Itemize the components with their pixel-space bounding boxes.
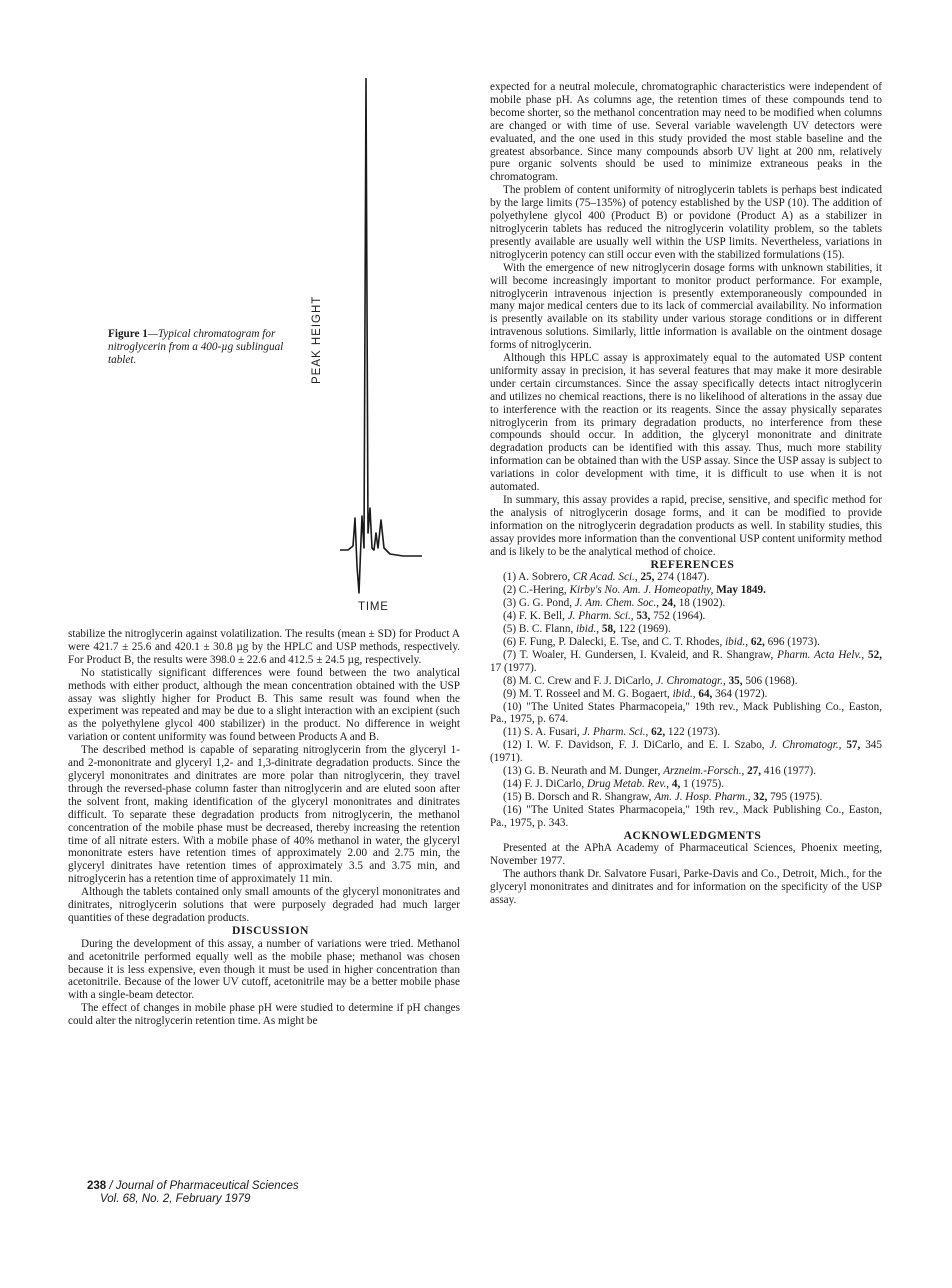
reference-item: (2) C.-Hering, Kirby's No. Am. J. Homeopathy, May 1849.	[503, 584, 766, 597]
reference-item: (8) M. C. Crew and F. J. DiCarlo, J. Chromatogr., 35, 506 (1968).	[503, 674, 798, 687]
reference-item: (6) F. Fung, P. Dalecki, E. Tse, and C. T. Rhodes, ibid., 62, 696 (1973).	[503, 635, 820, 648]
reference-item: (15) B. Dorsch and R. Shangraw, Am. J. Hosp. Pharm., 32, 795 (1975).	[503, 790, 823, 803]
body-paragraph: With the emergence of new nitroglycerin dosage forms with unknown stabilities, it will become increasingly important to monitor product performance. For example, nitroglycerin intravenous injection is presently extemporaneously compounded in many major medical centers due to its lack of commercial availability. No information is presently available on its stability under various storage conditions or in different intravenous solutions. Similarly, little information is available on the ointment dosage forms of nitroglycerin.	[490, 261, 882, 352]
reference-item: (14) F. J. DiCarlo, Drug Metab. Rev., 4, 1 (1975).	[503, 777, 725, 790]
reference-item: (12) I. W. F. Davidson, F. J. DiCarlo, and E. I. Szabo, J. Chromatogr., 57, 345 (1971).	[490, 739, 882, 765]
body-paragraph: In summary, this assay provides a rapid, precise, sensitive, and specific method for the analysis of nitroglycerin dosage forms, and it can be modified to provide information on the nitroglycerin degradation products as well. In stability studies, this assay provides more information than the conventional USP content uniformity method and is likely to be the analytical method of choice.	[490, 494, 882, 558]
footer-journal-line	[87, 1180, 299, 1193]
chromatogram-trace	[340, 78, 422, 593]
body-paragraph: The effect of changes in mobile phase pH were studied to determine if pH changes could alter the nitroglycerin retention time. As might be	[68, 1002, 460, 1028]
body-paragraph: The described method is capable of separating nitroglycerin from the glyceryl 1- and 2-mononitrate and glyceryl 1,2- and 1,3-dinitrate degradation products. Since the glyceryl mononitrates and dinitrates are more polar than nitroglycerin, they travel through the reversed-phase column faster than nitroglycerin and are eluted soon after the solvent front, making identification of the glyceryl mononitrates and dinitrates difficult. To separate these degradation products from nitroglycerin, the methanol concentration of the mobile phase must be decreased, thereby increasing the retention time of all nitrate esters. With a mobile phase of 40% methanol in water, the glyceryl mononitrate esters have retention times of approximately 2.00 and 2.75 min, the glyceryl dinitrates have retention times of approximately 3.5 and 3.75 min, and nitroglycerin has a retention time of approximately 11 min.	[68, 744, 460, 886]
references-list	[490, 571, 882, 829]
reference-item: (3) G. G. Pond, J. Am. Chem. Soc., 24, 18 (1902).	[503, 597, 726, 610]
figure-caption-text: —Typical chromatogram for nitroglycerin from a 400-µg sublingual tablet.	[108, 328, 284, 366]
reference-item: (9) M. T. Rosseel and M. G. Bogaert, ibid., 64, 364 (1972).	[503, 687, 768, 700]
body-paragraph: stabilize the nitroglycerin against volatilization. The results (mean ± SD) for Product A were 421.7 ± 25.6 and 420.1 ± 30.8 µg by the HPLC and USP methods, respectively. For Product B, the results were 398.0 ± 22.6 and 412.5 ± 24.5 µg, respectively.	[68, 628, 460, 666]
page-footer	[87, 1180, 299, 1206]
reference-item: (11) S. A. Fusari, J. Pharm. Sci., 62, 122 (1973).	[503, 726, 721, 739]
body-paragraph: During the development of this assay, a number of variations were tried. Methanol and acetonitrile performed equally well as the mobile phase; methanol was chosen because it is less expensive, even though it must be used in higher concentration than acetonitrile. Because of the lower UV cutoff, acetonitrile may be a better mobile phase with a single-beam detector.	[68, 937, 460, 1002]
journal-name: / Journal of Pharmaceutical Sciences	[106, 1180, 299, 1192]
left-column	[68, 628, 460, 1028]
body-paragraph: Although the tablets contained only small amounts of the glyceryl mononitrates and dinitrates, nitroglycerin solutions that were purposely degraded had much larger quantities of these degradation products.	[68, 886, 460, 924]
references-heading: REFERENCES	[650, 557, 735, 571]
body-paragraph: No statistically significant differences were found between the two analytical methods with either product, although the mean concentration obtained with the USP assay was slightly higher for Product B. This same result was found when the experiment was repeated and may be due to a slight interaction with an excipient (such as the polyethylene glycol 400 stabilizer) in the product. No difference in weight variation or content uniformity was found between Products A and B.	[68, 666, 460, 744]
body-paragraph: Although this HPLC assay is approximately equal to the automated USP content uniformity assay in precision, it has several features that may make it more desirable under certain circumstances. Since the assay specifically detects intact nitroglycerin and utilizes no chemical reactions, there is no likelihood of alterations in the assay due to interference with the reaction or its reagents. Since the assay physically separates nitroglycerin from its primary degradation products, no interference from these compounds should occur. In addition, the glyceryl mononitrate and dinitrate degradation products can be identified with this assay. Thus, much more stability information can be obtained than with the USP assay. Since the USP assay is subject to variations in color development with time, it is difficult to use when it is not automated.	[490, 352, 882, 494]
body-paragraph: expected for a neutral molecule, chromatographic characteristics were independent of mobile phase pH. As columns age, the retention times of these compounds tend to become shorter, so the methanol concentration may need to be modified when columns are changed or with time of use. Several variable wavelength UV detectors were evaluated, and the one used in this study provided the most stable baseline and the greatest absorbance. Since many compounds absorb UV light at 200 nm, relatively pure organic solvents should be used to minimize extraneous peaks in the chromatogram.	[490, 81, 882, 184]
x-axis-label: TIME	[358, 601, 389, 613]
right-column	[490, 81, 882, 907]
acknowledgment-paragraph: The authors thank Dr. Salvatore Fusari, Parke-Davis and Co., Detroit, Mich., for the glyceryl mononitrates and dinitrates and for information on the specificity of the USP assay.	[490, 868, 882, 907]
reference-item: (1) A. Sobrero, CR Acad. Sci., 25, 274 (1847).	[503, 571, 710, 584]
discussion-heading: DISCUSSION	[232, 923, 309, 937]
y-axis-label-text: PEAK HEIGHT	[311, 295, 323, 384]
reference-item: (10) "The United States Pharmacopeia," 19th rev., Mack Publishing Co., Easton, Pa., 1975, p. 674.	[490, 700, 882, 726]
reference-item: (13) G. B. Neurath and M. Dunger, Arzneim.-Forsch., 27, 416 (1977).	[503, 765, 817, 778]
body-paragraph: The problem of content uniformity of nitroglycerin tablets is perhaps best indicated by the large limits (75–135%) of potency established by the USP (10). The addition of polyethylene glycol 400 (Product B) or povidone (Product A) as a stabilizer in nitroglycerin tablets has reduced the nitroglycerin volatility problem, so the tablets presently available are usually well within the USP limits. Nevertheless, variations in nitroglycerin potency can still occur even with the stabilized formulations (15).	[490, 184, 882, 261]
footer-volume: Vol. 68, No. 2, February 1979	[100, 1193, 251, 1205]
reference-item: (16) "The United States Pharmacopeia," 19th rev., Mack Publishing Co., Easton, Pa., 1975, p. 343.	[490, 803, 882, 829]
reference-item: (7) T. Woaler, H. Gundersen, I. Kvaleid, and R. Shangraw, Pharm. Acta Helv., 52, 17 (1977).	[490, 648, 883, 674]
reference-item: (5) B. C. Flann, ibid., 58, 122 (1969).	[503, 623, 671, 636]
figure-label: Figure 1	[108, 328, 148, 340]
reference-item: (4) F. K. Bell, J. Pharm. Sci., 53, 752 (1964).	[503, 610, 706, 623]
figure-caption	[108, 328, 304, 367]
acknowledgment-paragraph: Presented at the APhA Academy of Pharmaceutical Sciences, Phoenix meeting, November 1977.	[490, 842, 882, 868]
chromatogram-figure	[300, 78, 460, 618]
acknowledgments-heading: ACKNOWLEDGMENTS	[623, 828, 762, 842]
page-number: 238	[87, 1180, 107, 1192]
